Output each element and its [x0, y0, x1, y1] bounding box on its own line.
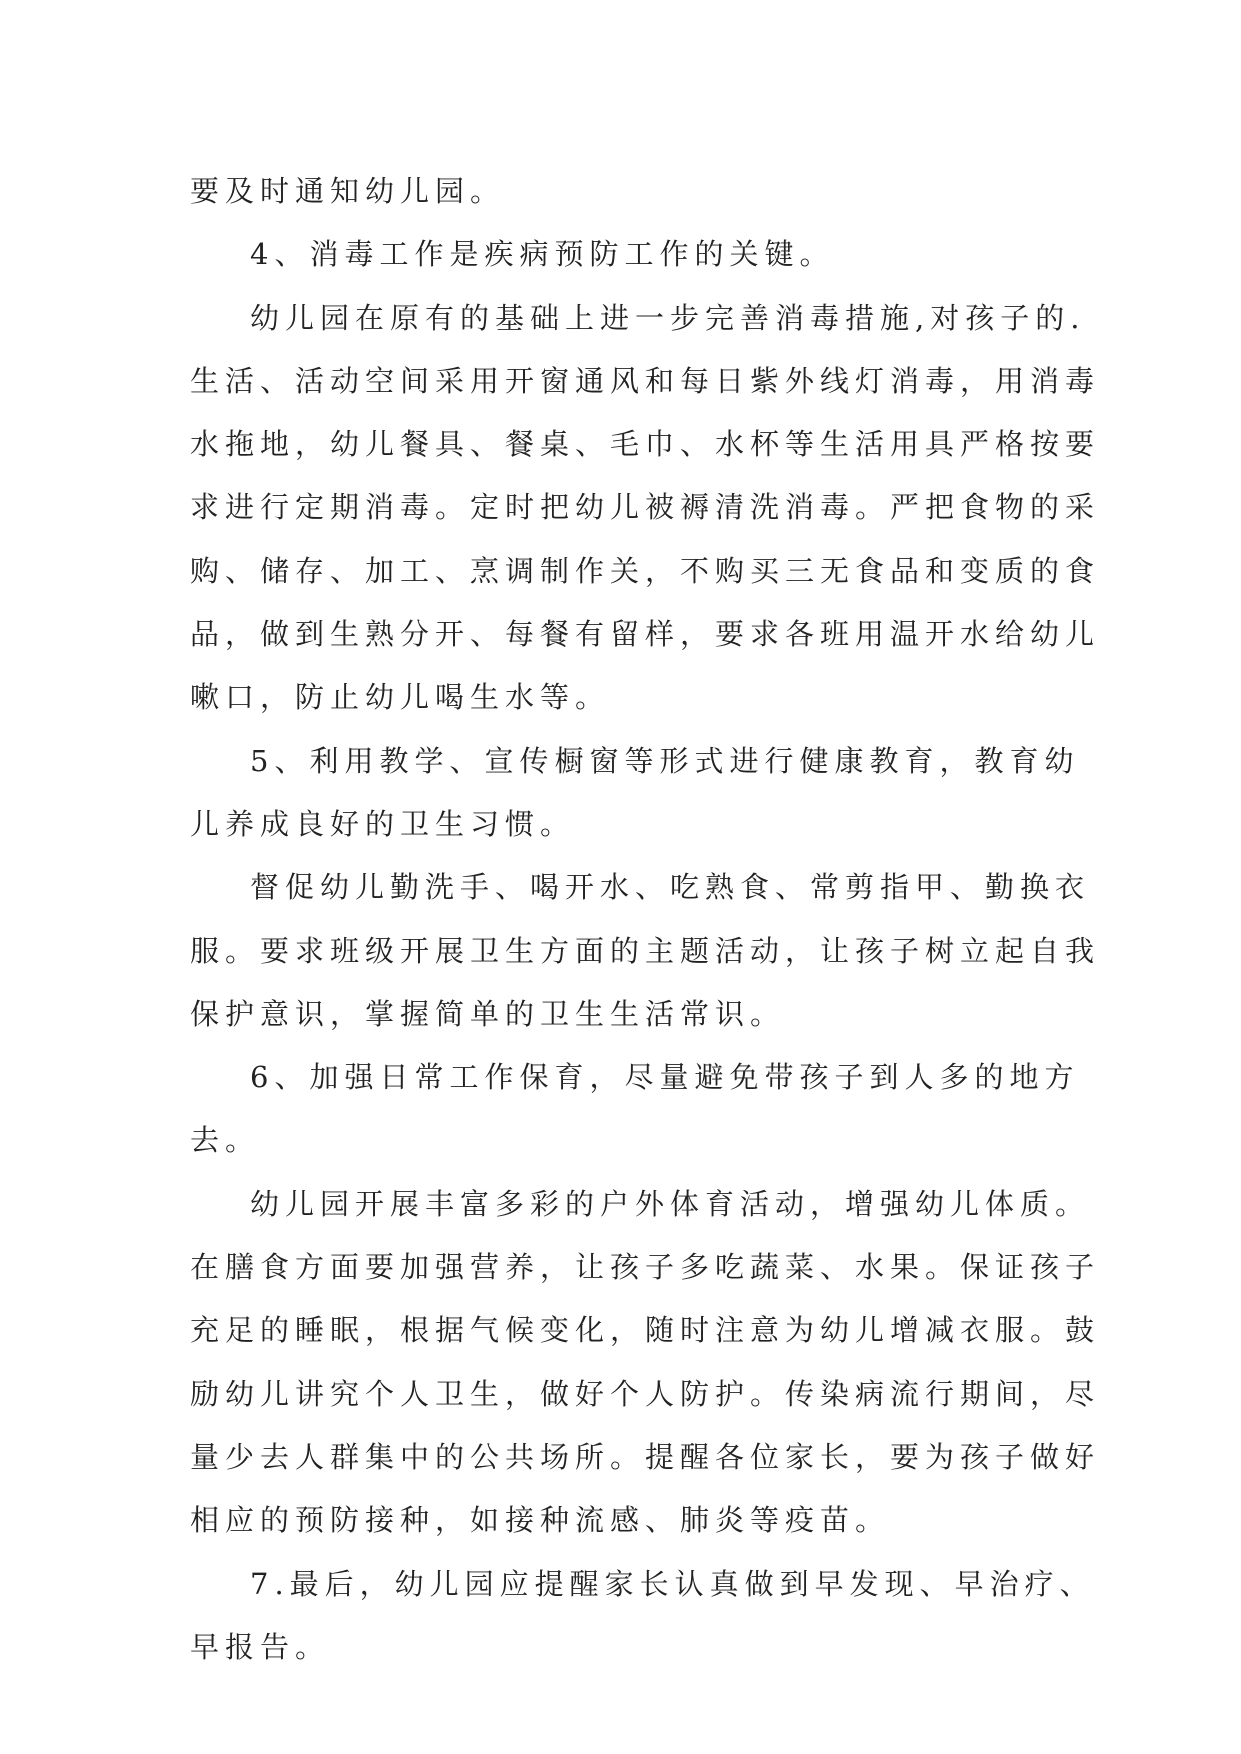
text-line: 幼儿园开展丰富多彩的户外体育活动，增强幼儿体质。: [250, 1186, 1091, 1221]
text-line: 在膳食方面要加强营养，让孩子多吃蔬菜、水果。保证孩子: [190, 1250, 1101, 1285]
text-line: 励幼儿讲究个人卫生，做好个人防护。传染病流行期间，尽: [190, 1376, 1101, 1411]
text-line: 求进行定期消毒。定时把幼儿被褥清洗消毒。严把食物的采: [190, 490, 1101, 525]
text-line: 购、储存、加工、烹调制作关，不购买三无食品和变质的食: [190, 553, 1101, 588]
text-line: 嗽口，防止幼儿喝生水等。: [190, 680, 611, 715]
text-line: 4、消毒工作是疾病预防工作的关键。: [250, 237, 835, 272]
text-line: 督促幼儿勤洗手、喝开水、吃熟食、常剪指甲、勤换衣: [250, 870, 1091, 905]
text-line: 儿养成良好的卫生习惯。: [190, 806, 576, 841]
text-line: 水拖地，幼儿餐具、餐桌、毛巾、水杯等生活用具严格按要: [190, 427, 1101, 462]
text-line: 幼儿园在原有的基础上进一步完善消毒措施,对孩子的.: [250, 300, 1086, 335]
text-line: 保护意识，掌握简单的卫生生活常识。: [190, 996, 786, 1031]
text-line: 要及时通知幼儿园。: [190, 174, 506, 208]
text-line: 服。要求班级开展卫生方面的主题活动，让孩子树立起自我: [190, 933, 1101, 968]
text-line: 5、利用教学、宣传橱窗等形式进行健康教育，教育幼: [250, 743, 1080, 778]
text-line: 生活、活动空间采用开窗通风和每日紫外线灯消毒，用消毒: [190, 363, 1101, 398]
text-line: 去。: [190, 1123, 261, 1158]
text-line: 6、加强日常工作保育，尽量避免带孩子到人多的地方: [250, 1060, 1080, 1095]
text-line: 量少去人群集中的公共场所。提醒各位家长，要为孩子做好: [190, 1439, 1101, 1474]
text-line: 品，做到生熟分开、每餐有留样，要求各班用温开水给幼儿: [190, 617, 1101, 652]
text-line: 7.最后，幼儿园应提醒家长认真做到早发现、早治疗、: [250, 1566, 1095, 1601]
text-line: 相应的预防接种，如接种流感、肺炎等疫苗。: [190, 1503, 891, 1538]
body-text: [190, 160, 1101, 1679]
text-line: 早报告。: [190, 1629, 331, 1664]
text-line: 充足的睡眠，根据气候变化，随时注意为幼儿增减衣服。鼓: [190, 1313, 1101, 1348]
